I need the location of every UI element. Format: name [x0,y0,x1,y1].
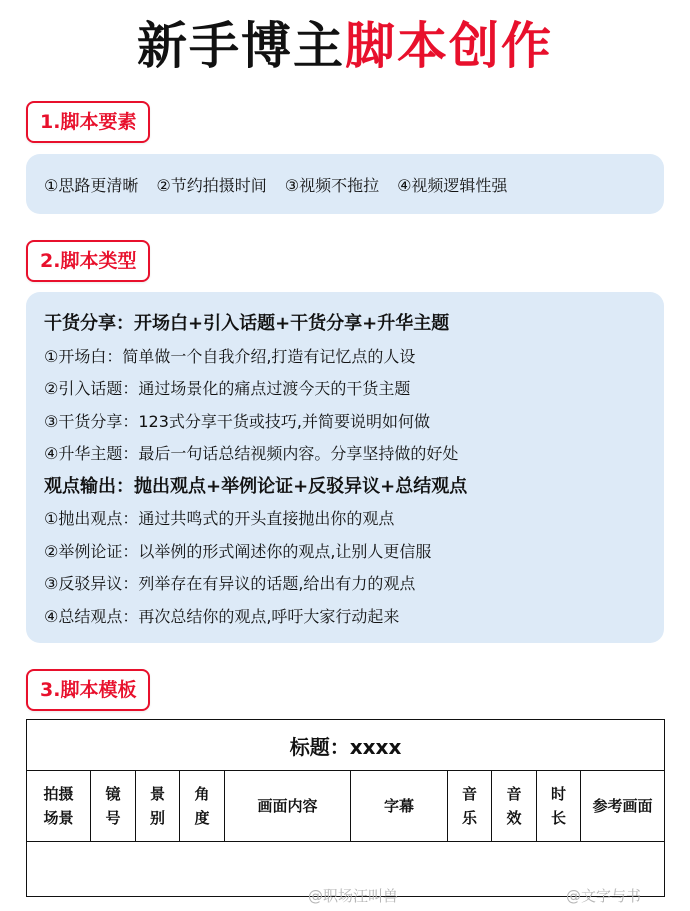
header-frame-content: 画面内容 [225,771,351,842]
script-template-table [26,719,665,897]
type-line: ④总结观点：再次总结你的观点,呼吁大家行动起来 [44,606,400,626]
header-shot-size: 景 别 [136,771,180,842]
header-reference-frame: 参考画面 [581,771,665,842]
type-line: ③反驳异议：列举存在有异议的话题,给出有力的观点 [44,574,416,593]
element-item: ②节约拍摄时间 [156,175,267,195]
element-item: ③视频不拖拉 [284,175,380,195]
section-tag-types: 2.脚本类型 [26,240,150,282]
element-item: ①思路更清晰 [44,175,139,195]
title-black-part: 新手博主 [137,17,345,75]
section-tag-template: 3.脚本模板 [26,669,150,711]
element-item: ④视频逻辑性强 [397,175,508,195]
header-shoot-scene: 拍摄 场景 [27,771,91,842]
section-tag-elements: 1.脚本要素 [26,101,150,143]
type-line: ④升华主题：最后一句话总结视频内容。分享坚持做的好处 [44,444,459,463]
type-heading-dry-goods: 干货分享：开场白+引入话题+干货分享+升华主题 [44,313,450,334]
header-duration: 时 长 [537,771,581,842]
type-line: ③干货分享：123式分享干货或技巧,并简要说明如何做 [44,411,430,431]
header-music: 音 乐 [448,771,492,842]
header-angle: 角 度 [180,771,225,842]
title-red-part: 脚本创作 [345,17,553,75]
template-title: 标题：xxxx [27,720,665,771]
type-line: ①开场白：简单做一个自我介绍,打造有记忆点的人设 [44,346,416,366]
types-panel [26,292,664,643]
page-title [0,14,690,78]
header-sound-effects: 音 效 [492,771,537,842]
type-line: ①抛出观点：通过共鸣式的开头直接抛出你的观点 [44,509,395,528]
watermark: @文字与书 [566,887,642,905]
watermark: @职场汪叫兽 [308,887,399,905]
elements-panel [26,154,664,214]
header-subtitles: 字幕 [351,771,448,842]
type-line: ②举例论证：以举例的形式阐述你的观点,让别人更信服 [44,541,432,561]
type-line: ②引入话题：通过场景化的痛点过渡今天的干货主题 [44,379,411,398]
header-shot-number: 镜 号 [91,771,136,842]
type-heading-opinion: 观点输出：抛出观点+举例论证+反驳异议+总结观点 [44,475,468,497]
